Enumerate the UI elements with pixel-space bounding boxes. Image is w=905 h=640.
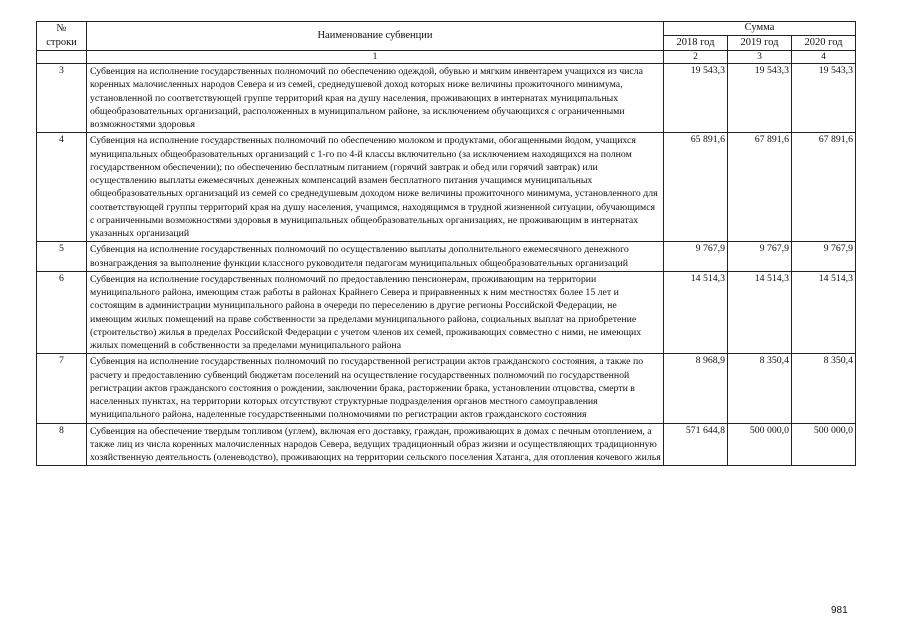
subvention-name: Субвенция на исполнение государственных полномочий по осуществлению выплаты дополнительного ежемесячного денежного вознаграждения за выполнение функции классного руководителя педагогам муниципальных общеобразовательных организаций xyxy=(87,242,664,272)
subvention-name: Субвенция на исполнение государственных полномочий по обеспечению молоком и продуктами, обогащенными йодом, учащихся муниципальных общеобразовательных организаций с 1-го по 4-й классы включительно (за исключением находящихся на полном государственном обеспечении); по обеспечению бесплатным питанием (горячий завтрак и обед или горячий завтрак) или осуществлению выплаты ежемесячных денежных компенсаций взамен бесплатного питания учащимся муниципальных общеобразовательных организаций из семей со среднедушевым доходом ниже величины прожиточного минимума, установленного для соответствующей группы территорий края на душу населения, учащимся, находящимся в трудной жизненной ситуации, обучающимся с ограниченными возможностями здоровья в муниципальных общеобразовательных организациях, не проживающим в интернатах указанных организаций xyxy=(87,133,664,242)
amount-2018: 8 968,9 xyxy=(664,354,728,423)
amount-2019: 500 000,0 xyxy=(728,423,792,466)
table-row xyxy=(37,354,856,423)
row-number: 3 xyxy=(37,64,87,133)
subvention-name: Субвенция на исполнение государственных полномочий по государственной регистрации актов гражданского состояния, а также по расчету и предоставлению субвенций бюджетам поселений на осуществление государственных полномочий по государственной регистрации актов гражданского состояния о рождении, заключении брака, расторжении брака, установлении отцовства, смерти в населенных пунктах, на территории которых отсутствуют структурные подразделения органов местного самоуправления муниципального района, наделенные государственными полномочиями по регистрации актов гражданского состояния xyxy=(87,354,664,423)
header-no-word: строки xyxy=(46,37,77,48)
row-number: 7 xyxy=(37,354,87,423)
amount-2018: 65 891,6 xyxy=(664,133,728,242)
amount-2020: 500 000,0 xyxy=(792,423,856,466)
subvention-table xyxy=(36,21,856,466)
amount-2019: 14 514,3 xyxy=(728,271,792,354)
amount-2018: 9 767,9 xyxy=(664,242,728,272)
table-row xyxy=(37,64,856,133)
amount-2020: 9 767,9 xyxy=(792,242,856,272)
subvention-name: Субвенция на исполнение государственных полномочий по обеспечению одеждой, обувью и мягким инвентарем учащихся из числа коренных малочисленных народов Севера и из семей, среднедушевой доход которых ниже величины прожиточного минимума, установленной по соответствующей группе территорий края на душу населения, проживающих в интернатах муниципальных общеобразовательных организаций, расположенных в муниципальном районе, за исключением обучающихся с ограниченными возможностями здоровья xyxy=(87,64,664,133)
row-number: 4 xyxy=(37,133,87,242)
row-number: 8 xyxy=(37,423,87,466)
header-year-2018: 2018 год xyxy=(664,35,728,50)
amount-2018: 14 514,3 xyxy=(664,271,728,354)
header-year-2019: 2019 год xyxy=(728,35,792,50)
amount-2018: 571 644,8 xyxy=(664,423,728,466)
table-row xyxy=(37,423,856,466)
header-year-2020: 2020 год xyxy=(792,35,856,50)
header-sum: Сумма xyxy=(664,22,856,36)
amount-2020: 67 891,6 xyxy=(792,133,856,242)
subvention-name: Субвенция на исполнение государственных полномочий по предоставлению пенсионерам, проживающим на территории муниципального района, имеющим стаж работы в районах Крайнего Севера и приравненных к ним местностях более 15 лет и состоящим в администрации муниципального района в очереди по переселению в другие регионы Российской Федерации, не имеющим жилых помещений на праве собственности за пределами муниципального района, социальных выплат на приобретение (строительство) жилья в пределах Российской Федерации с учетом членов их семей, проживающих совместно с ними, не имеющих жилых помещений в собственности за пределами муниципального района xyxy=(87,271,664,354)
row-number: 6 xyxy=(37,271,87,354)
amount-2019: 67 891,6 xyxy=(728,133,792,242)
amount-2019: 8 350,4 xyxy=(728,354,792,423)
index-cell-4: 3 xyxy=(728,51,792,64)
subvention-name: Субвенция на обеспечение твердым топливом (углем), включая его доставку, граждан, проживающих в домах с печным отоплением, а также лиц из числа коренных малочисленных народов Севера, ведущих традиционный образ жизни и осуществляющих традиционную хозяйственную деятельность (оленеводство), проживающих на территории сельского поселения Хатанга, для отопления кочевого жилья xyxy=(87,423,664,466)
header-row-number xyxy=(37,22,87,51)
amount-2019: 9 767,9 xyxy=(728,242,792,272)
row-number: 5 xyxy=(37,242,87,272)
index-cell-2: 1 xyxy=(87,51,664,64)
header-name: Наименование субвенции xyxy=(87,22,664,51)
page-number: 981 xyxy=(831,605,848,616)
table-row xyxy=(37,133,856,242)
amount-2020: 19 543,3 xyxy=(792,64,856,133)
index-cell-3: 2 xyxy=(664,51,728,64)
index-cell-1 xyxy=(37,51,87,64)
header-no-sign: № xyxy=(56,23,67,34)
table-row xyxy=(37,271,856,354)
amount-2019: 19 543,3 xyxy=(728,64,792,133)
table-row xyxy=(37,242,856,272)
amount-2020: 8 350,4 xyxy=(792,354,856,423)
amount-2018: 19 543,3 xyxy=(664,64,728,133)
amount-2020: 14 514,3 xyxy=(792,271,856,354)
index-cell-5: 4 xyxy=(792,51,856,64)
